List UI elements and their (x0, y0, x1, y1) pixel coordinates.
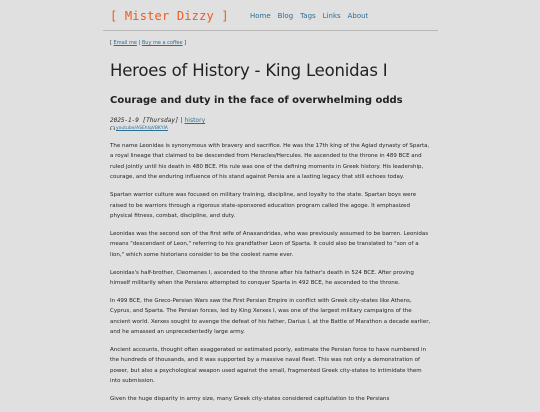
article-body (110, 141, 432, 405)
nav-blog[interactable]: Blog (277, 12, 294, 20)
header-divider (103, 30, 438, 31)
paragraph: Ancient accounts, thought often exaggerated or estimated poorly, estimate the Persian force to have numbered in the hundreds of thousands, and it was supported by a massive naval fleet. This was not only a demonstration of power, but also a psychological weapon used against the small, fragmented Greek city-states to intimidate them into submission. (110, 347, 427, 385)
paragraph: In 499 BCE, the Greco-Persian Wars saw the First Persian Empire in conflict with Greek city-states like Athens, Cyprus, and Sparta. The Persian forces, led by King Xerxes I, was one of the largest military campaigns of the ancient world. Xerxes sought to avenge the defeat of his father, Darius I, at the Battle of Marathon a decade earlier, and he amassed an unprecedentedly large army. (110, 297, 431, 336)
support-open-bracket: [ (110, 40, 114, 46)
paragraph: Spartan warrior culture was focused on military training, discipline, and loyalty to the state. Spartan boys were raised to be warriors through a rigorous state-sponsored education program called the agoge. It emphasized physical fitness, combat, discipline, and duty. (110, 192, 417, 219)
buy-coffee-link[interactable]: Buy me a coffee (141, 40, 183, 46)
article (110, 40, 432, 412)
nav-about[interactable]: About (347, 12, 369, 20)
site-logo[interactable]: [ Mister Dizzy ] (110, 9, 229, 23)
email-me-link[interactable]: Email me (113, 40, 137, 46)
paragraph: The name Leonidas is synonymous with bravery and sacrifice. He was the 17th king of the Agiad dynasty of Sparta, a royal lineage that claimed to be descended from Heracles/Hercules. He ascended to the throne in 489 BCE and ruled jointly until his death in 480 BCE. His rule was one of the defining moments in Greek history. His leadership, courage, and the enduring influence of his stand against Persia are a lasting legacy that still echoes today. (110, 143, 430, 181)
post-date: 2025-1-9 [Thursday] (110, 117, 179, 124)
nav-tags[interactable]: Tags (300, 12, 316, 20)
site-header (0, 0, 540, 31)
headphones-icon (110, 126, 115, 130)
youtube-link-row (110, 125, 432, 132)
tag-history-link[interactable]: history (184, 117, 206, 124)
meta-separator: | (178, 117, 185, 124)
page-subtitle: Courage and duty in the face of overwhelming odds (110, 95, 403, 106)
support-links (110, 40, 432, 46)
youtube-link[interactable]: youtube/ASEhlqVBKYIA (116, 126, 168, 131)
main-nav (250, 12, 375, 20)
paragraph: Given the huge disparity in army size, many Greek city-states considered capitulation to the Persians (110, 396, 390, 403)
nav-links[interactable]: Links (322, 12, 341, 20)
page-title: Heroes of History - King Leonidas I (110, 61, 388, 80)
post-meta (110, 117, 432, 125)
paragraph: Leonidas's half-brother, Cleomenes I, ascended to the throne after his father's death in 524 BCE. After proving himself militarily when the Persians attempted to conquer Sparta in 492 BCE, he ascended to the throne. (110, 269, 414, 286)
support-close-bracket: ] (182, 40, 187, 46)
nav-home[interactable]: Home (250, 12, 271, 20)
support-separator: | (136, 40, 142, 46)
paragraph: Leonidas was the second son of the first wife of Anaxandridas, who was previously assumed to be barren. Leonidas means "descendant of Leon," referring to his grandfather Leon of Sparta. It could also be translated to "son of a lion," which some historians consider to be the coolest name ever. (110, 230, 429, 258)
